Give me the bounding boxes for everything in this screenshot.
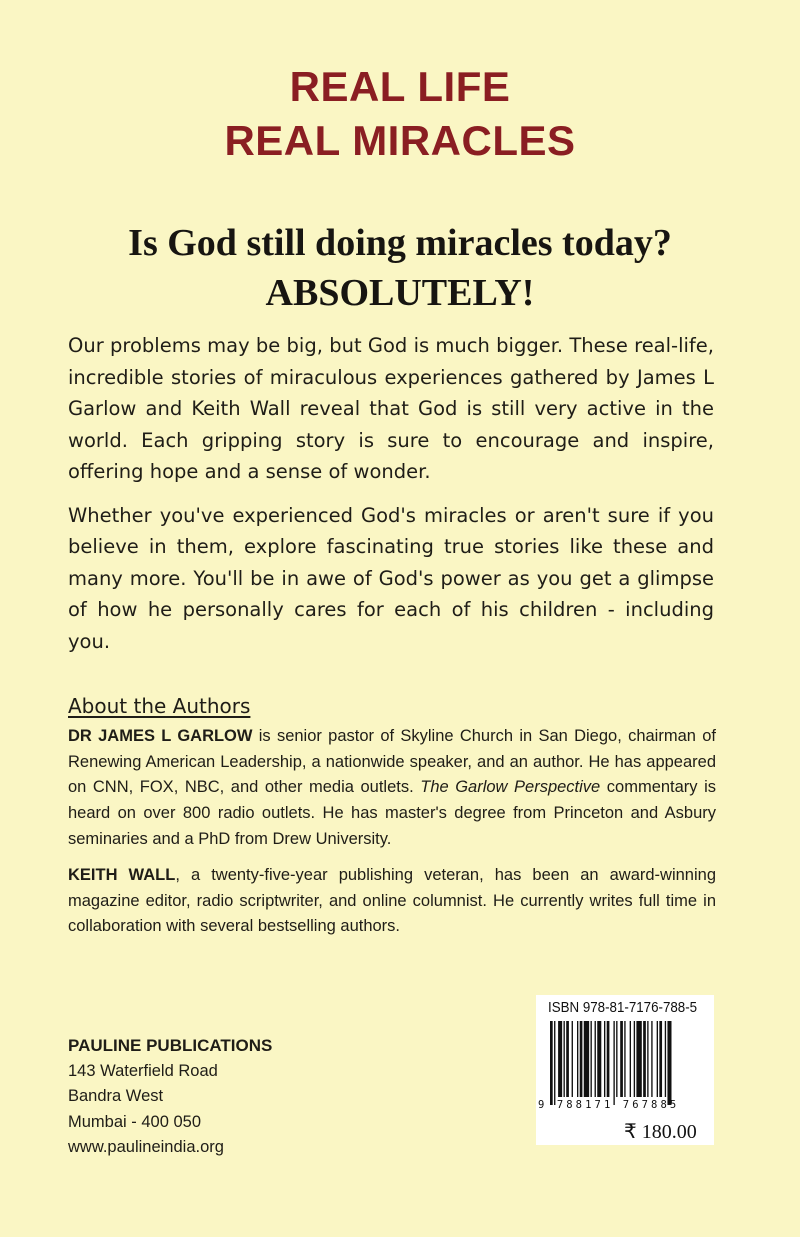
isbn-label: ISBN 978-81-7176-788-5 [548, 1000, 698, 1016]
barcode-digits: 9 788171 767885 [538, 1099, 680, 1111]
author-bio-garlow [68, 724, 716, 853]
author-name-wall: KEITH WALL [68, 865, 176, 884]
book-title-line-1: REAL LIFE [289, 63, 511, 110]
blurb-paragraph-2: Whether you've experienced God's miracles or aren't sure if you believe in them, explore fascinating true stories like these and many more. You'll be in awe of God's power as you get a glimpse of how he personally cares for each of his children - including you. [68, 503, 714, 653]
barcode-icon [550, 1021, 700, 1105]
headline-line-1: Is God still doing miracles today? [128, 222, 672, 264]
headline-line-2: ABSOLUTELY! [265, 272, 535, 314]
about-authors-heading: About the Authors [68, 694, 251, 718]
author-bio-wall-text: , a twenty-five-year publishing veteran, has been an award-winning magazine editor, radio scriptwriter, and online columnist. He currently writes full time in collaboration with several bestselling authors. [68, 865, 716, 936]
book-title-line-2: REAL MIRACLES [224, 117, 576, 164]
radio-program-title: The Garlow Perspective [420, 778, 601, 797]
barcode-panel [536, 995, 714, 1145]
price: ₹ 180.00 [624, 1121, 697, 1143]
about-authors-section [68, 694, 716, 950]
publisher-website: www.paulineindia.org [68, 1138, 224, 1156]
publisher-address-line-1: 143 Waterfield Road [68, 1061, 218, 1080]
publisher-block [68, 1033, 272, 1161]
book-title [0, 60, 800, 168]
blurb [68, 330, 714, 669]
author-bio-wall [68, 863, 716, 940]
author-bio-garlow-text-2: commentary is heard on over 800 radio outlets. He has master's degree from Princeton and Asbury seminaries and a PhD from Drew University. [68, 778, 717, 848]
blurb-paragraph-1: Our problems may be big, but God is much bigger. These real-life, incredible stories of miraculous experiences gathered by James L Garlow and Keith Wall reveal that God is still very active in the world. Each gripping story is sure to encourage and inspire, offering hope and a sense of wonder. [68, 334, 714, 483]
publisher-address-line-2: Bandra West [68, 1087, 164, 1105]
author-name-garlow: DR JAMES L GARLOW [68, 726, 253, 745]
publisher-address-line-3: Mumbai - 400 050 [68, 1112, 201, 1131]
headline [0, 218, 800, 318]
publisher-name: PAULINE PUBLICATIONS [68, 1036, 273, 1055]
author-bio-garlow-text-1: is senior pastor of Skyline Church in San Diego, chairman of Renewing American Leadership, a nationwide speaker, and an author. He has appeared on CNN, FOX, NBC, and other media outlets. [68, 726, 716, 797]
